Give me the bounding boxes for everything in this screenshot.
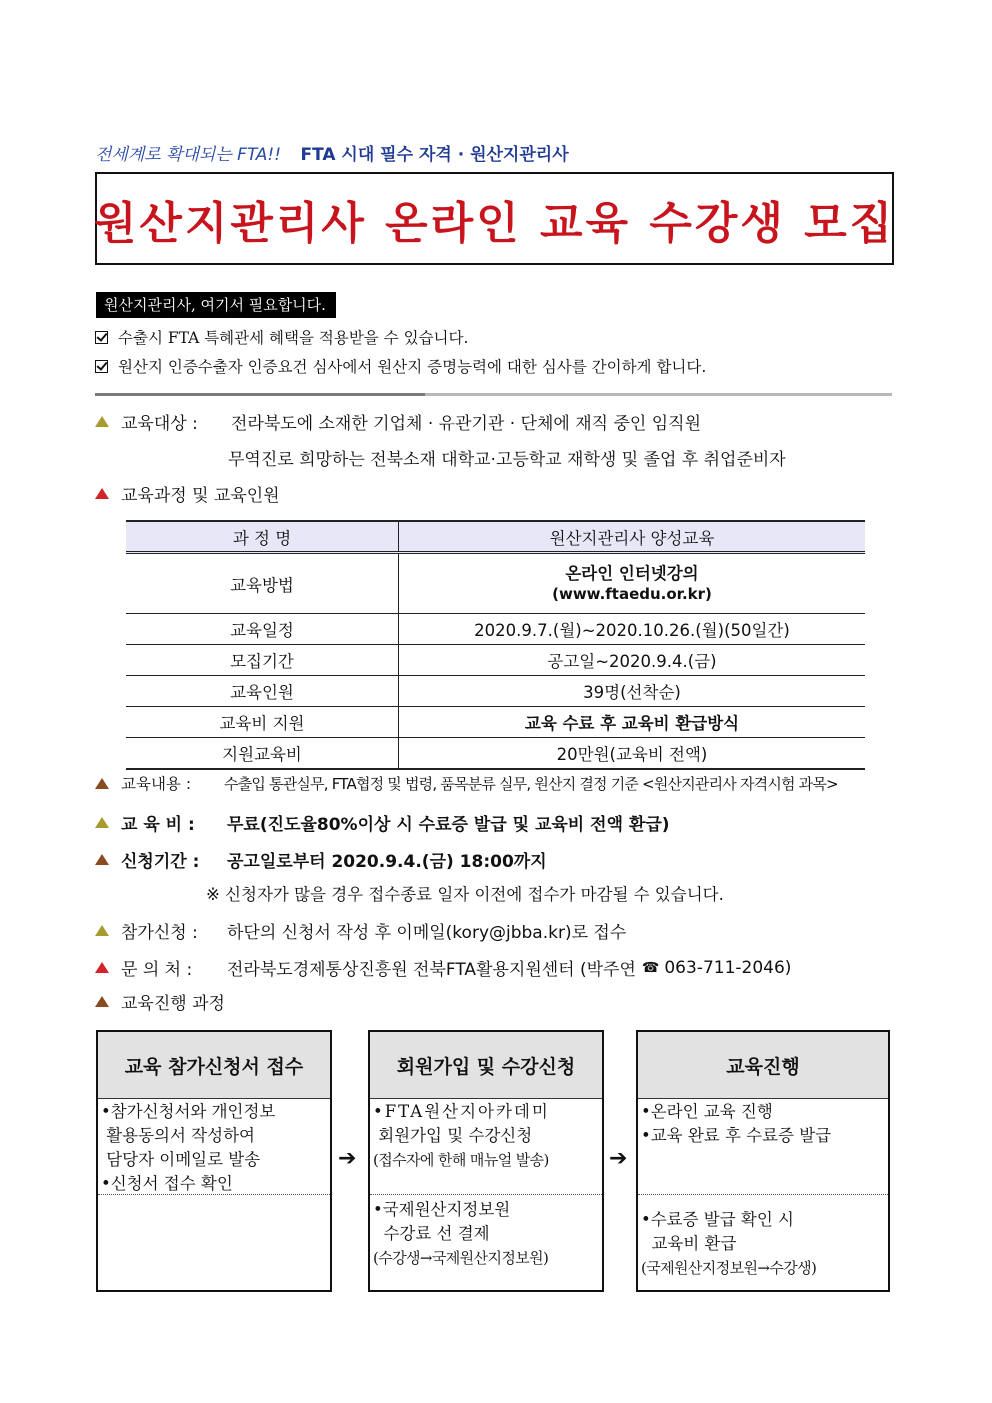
flow-step-title: 교육진행 bbox=[638, 1032, 888, 1099]
course-table bbox=[126, 520, 865, 770]
check-item-text: 원산지 인증수출자 인증요건 심사에서 원산지 증명능력에 대한 심사를 간이하게 합니다. bbox=[118, 358, 707, 376]
checkbox-icon bbox=[95, 360, 108, 373]
triangle-bullet-icon bbox=[95, 488, 109, 499]
row-label: 교육일정 bbox=[126, 614, 399, 645]
page-title: 원산지관리사 온라인 교육 수강생 모집 bbox=[93, 197, 896, 249]
title-box bbox=[95, 172, 894, 265]
row-value: 공고일~2020.9.4.(금) bbox=[399, 645, 866, 676]
section-divider bbox=[95, 393, 892, 396]
contact-value: 전라북도경제통상진흥원 전북FTA활용지원센터 (박주연 bbox=[227, 960, 636, 980]
contact-phone: 063-711-2046) bbox=[664, 957, 792, 978]
check-item bbox=[95, 355, 706, 377]
fee-label: 교 육 비 : bbox=[121, 815, 195, 835]
table-row bbox=[126, 645, 865, 676]
arrow-right-icon: ➔ bbox=[609, 1146, 628, 1171]
contact-label: 문 의 처 : bbox=[121, 960, 193, 980]
table-header-label: 과 정 명 bbox=[126, 521, 399, 553]
check-item-text: 수출시 FTA 특혜관세 혜택을 적용받을 수 있습니다. bbox=[118, 329, 469, 347]
flow-step-details bbox=[638, 1100, 888, 1148]
flow-line: •FTA원산지아카데미 bbox=[373, 1102, 550, 1121]
flow-line: (국제원산지정보원→수강생) bbox=[641, 1259, 817, 1277]
course-heading-row bbox=[95, 481, 280, 506]
flow-line: 교육비 환급 bbox=[641, 1234, 737, 1253]
triangle-bullet-icon bbox=[95, 962, 109, 973]
target-row-2 bbox=[228, 445, 786, 470]
checkbox-icon bbox=[95, 331, 108, 344]
flow-step-registration bbox=[368, 1030, 604, 1292]
phone-icon: ☎ bbox=[641, 959, 660, 976]
flow-line: •참가신청서와 개인정보 bbox=[101, 1102, 276, 1121]
page-subtitle bbox=[95, 140, 569, 165]
triangle-bullet-icon bbox=[95, 817, 109, 828]
row-label: 모집기간 bbox=[126, 645, 399, 676]
subtitle-bold: FTA 시대 필수 자격 · 원산지관리사 bbox=[300, 145, 569, 165]
flow-line: 활용동의서 작성하여 bbox=[101, 1126, 255, 1145]
table-header-row bbox=[126, 521, 865, 553]
flow-step-application bbox=[96, 1030, 332, 1292]
dotted-divider bbox=[638, 1194, 888, 1195]
flow-line: 회원가입 및 수강신청 bbox=[373, 1126, 533, 1145]
flow-line: 담당자 이메일로 발송 bbox=[101, 1150, 261, 1169]
flow-line: (수강생→국제원산지정보원) bbox=[373, 1249, 549, 1267]
flow-line: •신청서 접수 확인 bbox=[101, 1174, 233, 1193]
row-label: 교육인원 bbox=[126, 676, 399, 707]
table-row bbox=[126, 738, 865, 770]
table-header-value: 원산지관리사 양성교육 bbox=[399, 521, 866, 553]
triangle-bullet-icon bbox=[95, 416, 109, 427]
arrow-right-icon: ➔ bbox=[338, 1146, 357, 1171]
triangle-bullet-icon bbox=[95, 854, 109, 865]
period-value: 공고일로부터 2020.9.4.(금) 18:00까지 bbox=[227, 852, 547, 872]
period-label: 신청기간 : bbox=[121, 852, 200, 872]
flow-step-training bbox=[636, 1030, 890, 1292]
flow-step-details bbox=[370, 1100, 602, 1172]
subtitle-italic: 전세계로 확대되는 FTA!! bbox=[95, 145, 282, 165]
apply-label: 참가신청 : bbox=[121, 923, 198, 943]
target-row bbox=[95, 409, 701, 434]
row-value: 20만원(교육비 전액) bbox=[399, 738, 866, 770]
flow-step-details bbox=[638, 1208, 888, 1280]
flow-step-title: 회원가입 및 수강신청 bbox=[370, 1032, 602, 1099]
contact-row bbox=[95, 955, 791, 980]
flow-line: •교육 완료 후 수료증 발급 bbox=[641, 1126, 832, 1145]
intro-banner: 원산지관리사, 여기서 필요합니다. bbox=[96, 292, 336, 318]
process-heading-row bbox=[95, 989, 225, 1014]
target-label: 교육대상 : bbox=[121, 414, 198, 434]
row-value: 2020.9.7.(월)~2020.10.26.(월)(50일간) bbox=[399, 614, 866, 645]
flow-line: 수강료 선 결제 bbox=[373, 1224, 490, 1243]
fee-value: 무료(진도율80%이상 시 수료증 발급 및 교육비 전액 환급) bbox=[227, 815, 670, 835]
course-heading: 교육과정 및 교육인원 bbox=[121, 486, 280, 506]
flow-line: •온라인 교육 진행 bbox=[641, 1102, 773, 1121]
apply-row bbox=[95, 918, 626, 943]
process-heading: 교육진행 과정 bbox=[121, 994, 225, 1014]
note-text: ※ 신청자가 많을 경우 접수종료 일자 이전에 접수가 마감될 수 있습니다. bbox=[206, 885, 724, 904]
content-label: 교육내용 : bbox=[121, 775, 192, 793]
row-value: 교육 수료 후 교육비 환급방식 bbox=[399, 707, 866, 738]
triangle-bullet-icon bbox=[95, 925, 109, 936]
flow-step-title: 교육 참가신청서 접수 bbox=[98, 1032, 330, 1099]
method-value: 온라인 인터넷강의 bbox=[565, 563, 699, 583]
flow-line: (접수자에 한해 매뉴얼 발송) bbox=[373, 1151, 549, 1169]
row-label: 교육비 지원 bbox=[126, 707, 399, 738]
fee-row bbox=[95, 810, 670, 835]
flow-line: •국제원산지정보원 bbox=[373, 1200, 511, 1219]
dotted-divider bbox=[98, 1194, 330, 1195]
period-row bbox=[95, 847, 547, 872]
flow-step-details bbox=[98, 1100, 330, 1196]
table-row bbox=[126, 707, 865, 738]
check-item bbox=[95, 326, 468, 348]
note-row bbox=[206, 881, 724, 905]
row-label: 지원교육비 bbox=[126, 738, 399, 770]
triangle-bullet-icon bbox=[95, 996, 109, 1007]
row-label: 교육방법 bbox=[126, 553, 399, 614]
row-value: 39명(선착순) bbox=[399, 676, 866, 707]
apply-value: 하단의 신청서 작성 후 이메일(kory@jbba.kr)로 접수 bbox=[227, 923, 627, 943]
triangle-bullet-icon bbox=[95, 778, 109, 789]
dotted-divider bbox=[370, 1194, 602, 1195]
table-row bbox=[126, 614, 865, 645]
flow-step-details bbox=[370, 1198, 602, 1270]
table-row bbox=[126, 553, 865, 614]
row-value bbox=[399, 553, 866, 614]
flow-line: •수료증 발급 확인 시 bbox=[641, 1210, 794, 1229]
content-row bbox=[95, 772, 838, 794]
table-row bbox=[126, 676, 865, 707]
method-url: (www.ftaedu.or.kr) bbox=[552, 584, 712, 603]
target-line-2: 무역진로 희망하는 전북소재 대학교·고등학교 재학생 및 졸업 후 취업준비자 bbox=[228, 450, 786, 470]
target-line-1: 전라북도에 소재한 기업체 · 유관기관 · 단체에 재직 중인 임직원 bbox=[231, 414, 701, 434]
content-value: 수출입 통관실무, FTA협정 및 법령, 품목분류 실무, 원산지 결정 기준 <원산지관리사 자격시험 과목> bbox=[224, 774, 838, 793]
